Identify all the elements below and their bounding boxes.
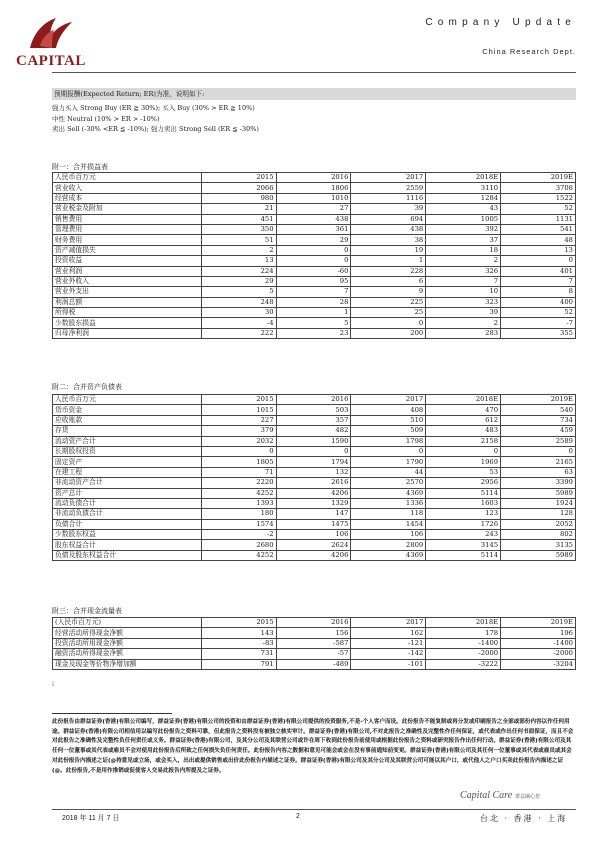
row-label-cell: 利润总额 — [53, 297, 202, 307]
value-cell: 3135 — [501, 540, 576, 550]
value-cell: 4206 — [276, 550, 351, 560]
value-cell: 3399 — [501, 478, 576, 488]
value-cell: 734 — [501, 415, 576, 425]
table-row — [53, 649, 576, 659]
value-cell: 503 — [276, 405, 351, 415]
value-cell: 2680 — [201, 540, 276, 550]
value-cell: 1798 — [351, 436, 426, 446]
value-cell: 2559 — [351, 183, 426, 193]
value-cell: -3222 — [426, 659, 501, 669]
value-cell: 52 — [501, 308, 576, 318]
table-row — [53, 530, 576, 540]
value-cell: 2624 — [276, 540, 351, 550]
value-cell: 13 — [501, 245, 576, 255]
value-cell: 401 — [501, 266, 576, 276]
table-row — [53, 245, 576, 255]
value-cell: 802 — [501, 530, 576, 540]
value-cell: 200 — [351, 328, 426, 338]
value-cell: 5989 — [501, 488, 576, 498]
table-row — [53, 204, 576, 214]
value-cell: 25 — [351, 308, 426, 318]
row-label-cell: 投资活动所用现金净额 — [53, 638, 202, 648]
row-label-cell: 非流动资产合计 — [53, 478, 202, 488]
value-cell: 4206 — [276, 488, 351, 498]
row-label-cell: 流动资产合计 — [53, 436, 202, 446]
value-cell: 224 — [201, 266, 276, 276]
value-cell: 4252 — [201, 550, 276, 560]
value-cell: 1 — [276, 308, 351, 318]
value-cell: 0 — [501, 446, 576, 456]
value-cell: 143 — [201, 628, 276, 638]
value-cell: 0 — [426, 446, 501, 456]
disclaimer-divider — [52, 713, 172, 714]
value-cell: 39 — [351, 204, 426, 214]
value-cell: 2 — [426, 256, 501, 266]
value-cell: 52 — [501, 204, 576, 214]
table-header-row — [53, 618, 576, 628]
value-cell: 2809 — [351, 540, 426, 550]
value-cell: 53 — [426, 467, 501, 477]
table-row — [53, 328, 576, 338]
value-cell: 1329 — [276, 498, 351, 508]
row-label-cell: 股东权益合计 — [53, 540, 202, 550]
value-cell: 2 — [426, 318, 501, 328]
value-cell: 459 — [501, 426, 576, 436]
row-label-cell: 营业利润 — [53, 266, 202, 276]
row-label-cell: 所得税 — [53, 308, 202, 318]
value-cell: 180 — [201, 509, 276, 519]
row-label-cell: 现金及现金等价物净增加额 — [53, 659, 202, 669]
rating-definitions — [52, 103, 259, 135]
value-cell: 106 — [276, 530, 351, 540]
capital-care-logo — [460, 790, 540, 801]
value-cell: 1603 — [426, 498, 501, 508]
table-row — [53, 550, 576, 560]
value-cell: -57 — [276, 649, 351, 659]
income-statement-table — [52, 172, 576, 339]
cash-flow-label: 附三：合并现金流量表 — [52, 607, 122, 615]
value-cell: 1574 — [201, 519, 276, 529]
value-cell: 0 — [351, 446, 426, 456]
value-cell: 9 — [351, 287, 426, 297]
value-cell: 5114 — [426, 488, 501, 498]
value-cell: 1336 — [351, 498, 426, 508]
row-label-cell: 营业税金及附加 — [53, 204, 202, 214]
value-cell: 243 — [426, 530, 501, 540]
value-cell: 196 — [501, 628, 576, 638]
row-label-cell: 投资收益 — [53, 256, 202, 266]
value-cell: 2066 — [201, 183, 276, 193]
value-cell: 1790 — [351, 457, 426, 467]
row-label-cell: 少数股东损益 — [53, 318, 202, 328]
value-cell: 2018E — [426, 173, 501, 183]
value-cell: 132 — [276, 467, 351, 477]
value-cell: 2018E — [426, 618, 501, 628]
table-row — [53, 415, 576, 425]
table-row — [53, 540, 576, 550]
value-cell: 2019E — [501, 618, 576, 628]
value-cell: 162 — [351, 628, 426, 638]
report-date: 2018 年 11 月 7 日 — [62, 815, 120, 822]
table-row — [53, 318, 576, 328]
value-cell: 147 — [276, 509, 351, 519]
value-cell: -587 — [276, 638, 351, 648]
table-end-mark: i — [52, 681, 54, 688]
table-row — [53, 638, 576, 648]
row-label-cell: 经营成本 — [53, 193, 202, 203]
value-cell: 2017 — [351, 618, 426, 628]
header-divider — [52, 72, 576, 73]
value-cell: 30 — [201, 308, 276, 318]
value-cell: 2019E — [501, 395, 576, 405]
value-cell: 2052 — [501, 519, 576, 529]
row-label-cell: 负债合计 — [53, 519, 202, 529]
value-cell: -83 — [201, 638, 276, 648]
value-cell: 95 — [276, 276, 351, 286]
value-cell: 1924 — [501, 498, 576, 508]
value-cell: 38 — [351, 235, 426, 245]
value-cell: 438 — [276, 214, 351, 224]
disclaimer-text: 此份报告由群益证券(香港)有限公司编写，群益证券(香港)有限公司的投资和由群益证券(香港)有限公司提供的投资服务,不是-个人客户而设。此份报告不能复制或再分发或印刷报告之全部或部份内容以作任何用途。群益证券(香港)有限公司相信用以编写此份报告之资料可靠，但此报告之资料没有被独立核实审计。群益证券(香港)有限公司,不对此报告之准确性及完整性作任何保证，或代表或作出任何书面保证，而且不会对此报告之准确性及完整性负任何责任或义务。群益证券(香港)有限公司，及其分公司及其联营公司或许在周下收到此份报告前使用或根据此份报告之资料或研究报告作出任何行动。群益证券(香港)有限公司及其任何一位董事或其代表或雇员不会对使用此份报告后所致之任何损失负任何责任。此份报告内容之数据和意见可能会或会在没有事前通知前变更。群益证券(香港)有限公司及其任何一位董事或其代表或雇员或其会对此份报告内描述之证(@持意见或立场，或会买入，出出或提供销售或出价此份报告内描述之证券。群益证券(香港)有限公司及其分公司及其联营公司可能以其户口，或代他人之户口买卖此份报告内描述之证(@。此份报告,不是用作推销或促使客人交易此报告内所提及之证券。 — [52, 719, 574, 774]
row-label-cell: 归母净利润 — [53, 328, 202, 338]
value-cell: 248 — [201, 297, 276, 307]
value-cell: -2000 — [426, 649, 501, 659]
report-type-title: Company Update — [425, 17, 576, 28]
table-row — [53, 467, 576, 477]
value-cell: 7 — [426, 276, 501, 286]
value-cell: 63 — [501, 467, 576, 477]
value-cell: 510 — [351, 415, 426, 425]
value-cell: -489 — [276, 659, 351, 669]
value-cell: 0 — [276, 446, 351, 456]
table-row — [53, 256, 576, 266]
row-label-cell: 资产减值损失 — [53, 245, 202, 255]
table-row — [53, 457, 576, 467]
value-cell: 379 — [201, 426, 276, 436]
row-label-cell: (人民币百万元) — [53, 618, 202, 628]
value-cell: 8 — [501, 287, 576, 297]
value-cell: 1794 — [276, 457, 351, 467]
row-label-cell: 人民币百万元 — [53, 395, 202, 405]
value-cell: 326 — [426, 266, 501, 276]
row-label-cell: 管理费用 — [53, 224, 202, 234]
row-label-cell: 资产总计 — [53, 488, 202, 498]
value-cell: 350 — [201, 224, 276, 234]
value-cell: 731 — [201, 649, 276, 659]
value-cell: 2016 — [276, 618, 351, 628]
rating-line: 强力买入 Strong Buy (ER ≧ 30%); 买入 Buy (30% > ER ≧ 10%) — [52, 104, 255, 112]
value-cell: 2016 — [276, 173, 351, 183]
value-cell: 3145 — [426, 540, 501, 550]
value-cell: 357 — [276, 415, 351, 425]
value-cell: -101 — [351, 659, 426, 669]
capital-care-script: Capital Care — [460, 790, 513, 801]
office-cities: 台北 · 香港 · 上海 — [480, 814, 568, 823]
value-cell: 2165 — [501, 457, 576, 467]
value-cell: 7 — [501, 276, 576, 286]
row-label-cell: 经营活动所得现金净额 — [53, 628, 202, 638]
row-label-cell: 负债及股东权益合计 — [53, 550, 202, 560]
value-cell: 13 — [201, 256, 276, 266]
value-cell: 227 — [201, 415, 276, 425]
value-cell: 1116 — [351, 193, 426, 203]
table-row — [53, 193, 576, 203]
row-label-cell: 营业收入 — [53, 183, 202, 193]
row-label-cell: 固定资产 — [53, 457, 202, 467]
value-cell: 0 — [501, 256, 576, 266]
value-cell: 29 — [276, 235, 351, 245]
row-label-cell: 应收账款 — [53, 415, 202, 425]
value-cell: 1726 — [426, 519, 501, 529]
value-cell: 43 — [426, 204, 501, 214]
value-cell: 51 — [201, 235, 276, 245]
value-cell: 3708 — [501, 183, 576, 193]
value-cell: -1400 — [501, 638, 576, 648]
capital-care-tagline: 群益關心您 — [515, 795, 541, 800]
value-cell: 1393 — [201, 498, 276, 508]
value-cell: 980 — [201, 193, 276, 203]
value-cell: 4252 — [201, 488, 276, 498]
value-cell: -3204 — [501, 659, 576, 669]
rating-line: 卖出 Sell (-30% <ER ≦ -10%); 强力卖出 Strong Sell (ER ≦ -30%) — [52, 125, 259, 133]
value-cell: -60 — [276, 266, 351, 276]
value-cell: 1590 — [276, 436, 351, 446]
value-cell: 0 — [351, 318, 426, 328]
value-cell: 37 — [426, 235, 501, 245]
value-cell: 156 — [276, 628, 351, 638]
value-cell: 2015 — [201, 618, 276, 628]
value-cell: 540 — [501, 405, 576, 415]
value-cell: 128 — [501, 509, 576, 519]
value-cell: 27 — [276, 204, 351, 214]
value-cell: 2956 — [426, 478, 501, 488]
table-row — [53, 488, 576, 498]
value-cell: 5114 — [426, 550, 501, 560]
value-cell: 451 — [201, 214, 276, 224]
table-row — [53, 426, 576, 436]
value-cell: 2032 — [201, 436, 276, 446]
cash-flow-table — [52, 617, 576, 670]
rating-heading: 预期报酬(Expected Return; ER)为准，说明如下: — [52, 88, 576, 100]
value-cell: 123 — [426, 509, 501, 519]
value-cell: 283 — [426, 328, 501, 338]
table-header-row — [53, 173, 576, 183]
table-row — [53, 183, 576, 193]
value-cell: 438 — [351, 224, 426, 234]
value-cell: 5 — [201, 287, 276, 297]
row-label-cell: 存货 — [53, 426, 202, 436]
value-cell: 0 — [276, 245, 351, 255]
value-cell: 4369 — [351, 550, 426, 560]
row-label-cell: 长期股权投资 — [53, 446, 202, 456]
table-row — [53, 287, 576, 297]
row-label-cell: 营业外收入 — [53, 276, 202, 286]
table-row — [53, 214, 576, 224]
value-cell: 228 — [351, 266, 426, 276]
value-cell: 29 — [201, 276, 276, 286]
value-cell: 1015 — [201, 405, 276, 415]
value-cell: 178 — [426, 628, 501, 638]
table-row — [53, 628, 576, 638]
row-label-cell: 融资活动所得现金净额 — [53, 649, 202, 659]
value-cell: 361 — [276, 224, 351, 234]
table-row — [53, 509, 576, 519]
value-cell: 483 — [426, 426, 501, 436]
value-cell: 323 — [426, 297, 501, 307]
value-cell: 5 — [276, 318, 351, 328]
value-cell: 1010 — [276, 193, 351, 203]
value-cell: 0 — [201, 446, 276, 456]
row-label-cell: 人民币百万元 — [53, 173, 202, 183]
value-cell: -2 — [201, 530, 276, 540]
value-cell: 791 — [201, 659, 276, 669]
table-row — [53, 266, 576, 276]
value-cell: 1005 — [426, 214, 501, 224]
value-cell: 2019E — [501, 173, 576, 183]
value-cell: 44 — [351, 467, 426, 477]
value-cell: 470 — [426, 405, 501, 415]
value-cell: 10 — [426, 287, 501, 297]
value-cell: 2015 — [201, 173, 276, 183]
value-cell: -121 — [351, 638, 426, 648]
table-row — [53, 405, 576, 415]
value-cell: 2589 — [501, 436, 576, 446]
value-cell: -4 — [201, 318, 276, 328]
value-cell: 509 — [351, 426, 426, 436]
value-cell: 19 — [351, 245, 426, 255]
value-cell: 18 — [426, 245, 501, 255]
value-cell: 71 — [201, 467, 276, 477]
value-cell: 2016 — [276, 395, 351, 405]
value-cell: 1969 — [426, 457, 501, 467]
value-cell: 1475 — [276, 519, 351, 529]
value-cell: 1806 — [276, 183, 351, 193]
balance-sheet-label: 附二：合并资产负债表 — [52, 383, 122, 391]
value-cell: 2220 — [201, 478, 276, 488]
table-header-row — [53, 395, 576, 405]
table-row — [53, 297, 576, 307]
row-label-cell: 销售费用 — [53, 214, 202, 224]
table-row — [53, 446, 576, 456]
row-label-cell: 在建工程 — [53, 467, 202, 477]
value-cell: 2 — [201, 245, 276, 255]
value-cell: 408 — [351, 405, 426, 415]
value-cell: 2616 — [276, 478, 351, 488]
table-row — [53, 308, 576, 318]
table-row — [53, 224, 576, 234]
value-cell: 118 — [351, 509, 426, 519]
value-cell: 21 — [201, 204, 276, 214]
table-row — [53, 436, 576, 446]
row-label-cell: 货币资金 — [53, 405, 202, 415]
value-cell: 225 — [351, 297, 426, 307]
table-row — [53, 478, 576, 488]
value-cell: 2158 — [426, 436, 501, 446]
value-cell: 2018E — [426, 395, 501, 405]
department-label: China Research Dept. — [482, 47, 576, 56]
value-cell: 39 — [426, 308, 501, 318]
row-label-cell: 财务费用 — [53, 235, 202, 245]
value-cell: 2570 — [351, 478, 426, 488]
rating-line: 中性 Neutral (10% > ER > -10%) — [52, 114, 160, 123]
value-cell: 482 — [276, 426, 351, 436]
value-cell: 1805 — [201, 457, 276, 467]
table-row — [53, 276, 576, 286]
value-cell: 1522 — [501, 193, 576, 203]
value-cell: 612 — [426, 415, 501, 425]
value-cell: 694 — [351, 214, 426, 224]
value-cell: 1284 — [426, 193, 501, 203]
value-cell: 5989 — [501, 550, 576, 560]
capital-logo — [14, 10, 86, 68]
page-number: 2 — [296, 813, 300, 820]
row-label-cell: 流动负债合计 — [53, 498, 202, 508]
row-label-cell: 少数股东权益 — [53, 530, 202, 540]
value-cell: 2017 — [351, 173, 426, 183]
table-row — [53, 498, 576, 508]
value-cell: 7 — [276, 287, 351, 297]
value-cell: 2015 — [201, 395, 276, 405]
table-row — [53, 235, 576, 245]
table-row — [53, 659, 576, 669]
value-cell: 355 — [501, 328, 576, 338]
value-cell: 0 — [276, 256, 351, 266]
brand-wordmark: CAPITAL — [16, 53, 86, 69]
value-cell: -1400 — [426, 638, 501, 648]
table-row — [53, 519, 576, 529]
income-statement-label: 附一：合并损益表 — [52, 163, 108, 171]
value-cell: 106 — [351, 530, 426, 540]
value-cell: -7 — [501, 318, 576, 328]
value-cell: 1131 — [501, 214, 576, 224]
value-cell: 23 — [276, 328, 351, 338]
value-cell: 1 — [351, 256, 426, 266]
value-cell: 2017 — [351, 395, 426, 405]
capital-logo-icon — [26, 10, 76, 52]
value-cell: -2000 — [501, 649, 576, 659]
value-cell: 3110 — [426, 183, 501, 193]
value-cell: 222 — [201, 328, 276, 338]
footer-divider — [52, 809, 576, 810]
value-cell: 392 — [426, 224, 501, 234]
value-cell: 541 — [501, 224, 576, 234]
value-cell: 400 — [501, 297, 576, 307]
value-cell: 4369 — [351, 488, 426, 498]
value-cell: 6 — [351, 276, 426, 286]
balance-sheet-table — [52, 394, 576, 561]
value-cell: 1454 — [351, 519, 426, 529]
value-cell: 48 — [501, 235, 576, 245]
value-cell: 28 — [276, 297, 351, 307]
row-label-cell: 非流动负债合计 — [53, 509, 202, 519]
value-cell: -142 — [351, 649, 426, 659]
row-label-cell: 营业外支出 — [53, 287, 202, 297]
